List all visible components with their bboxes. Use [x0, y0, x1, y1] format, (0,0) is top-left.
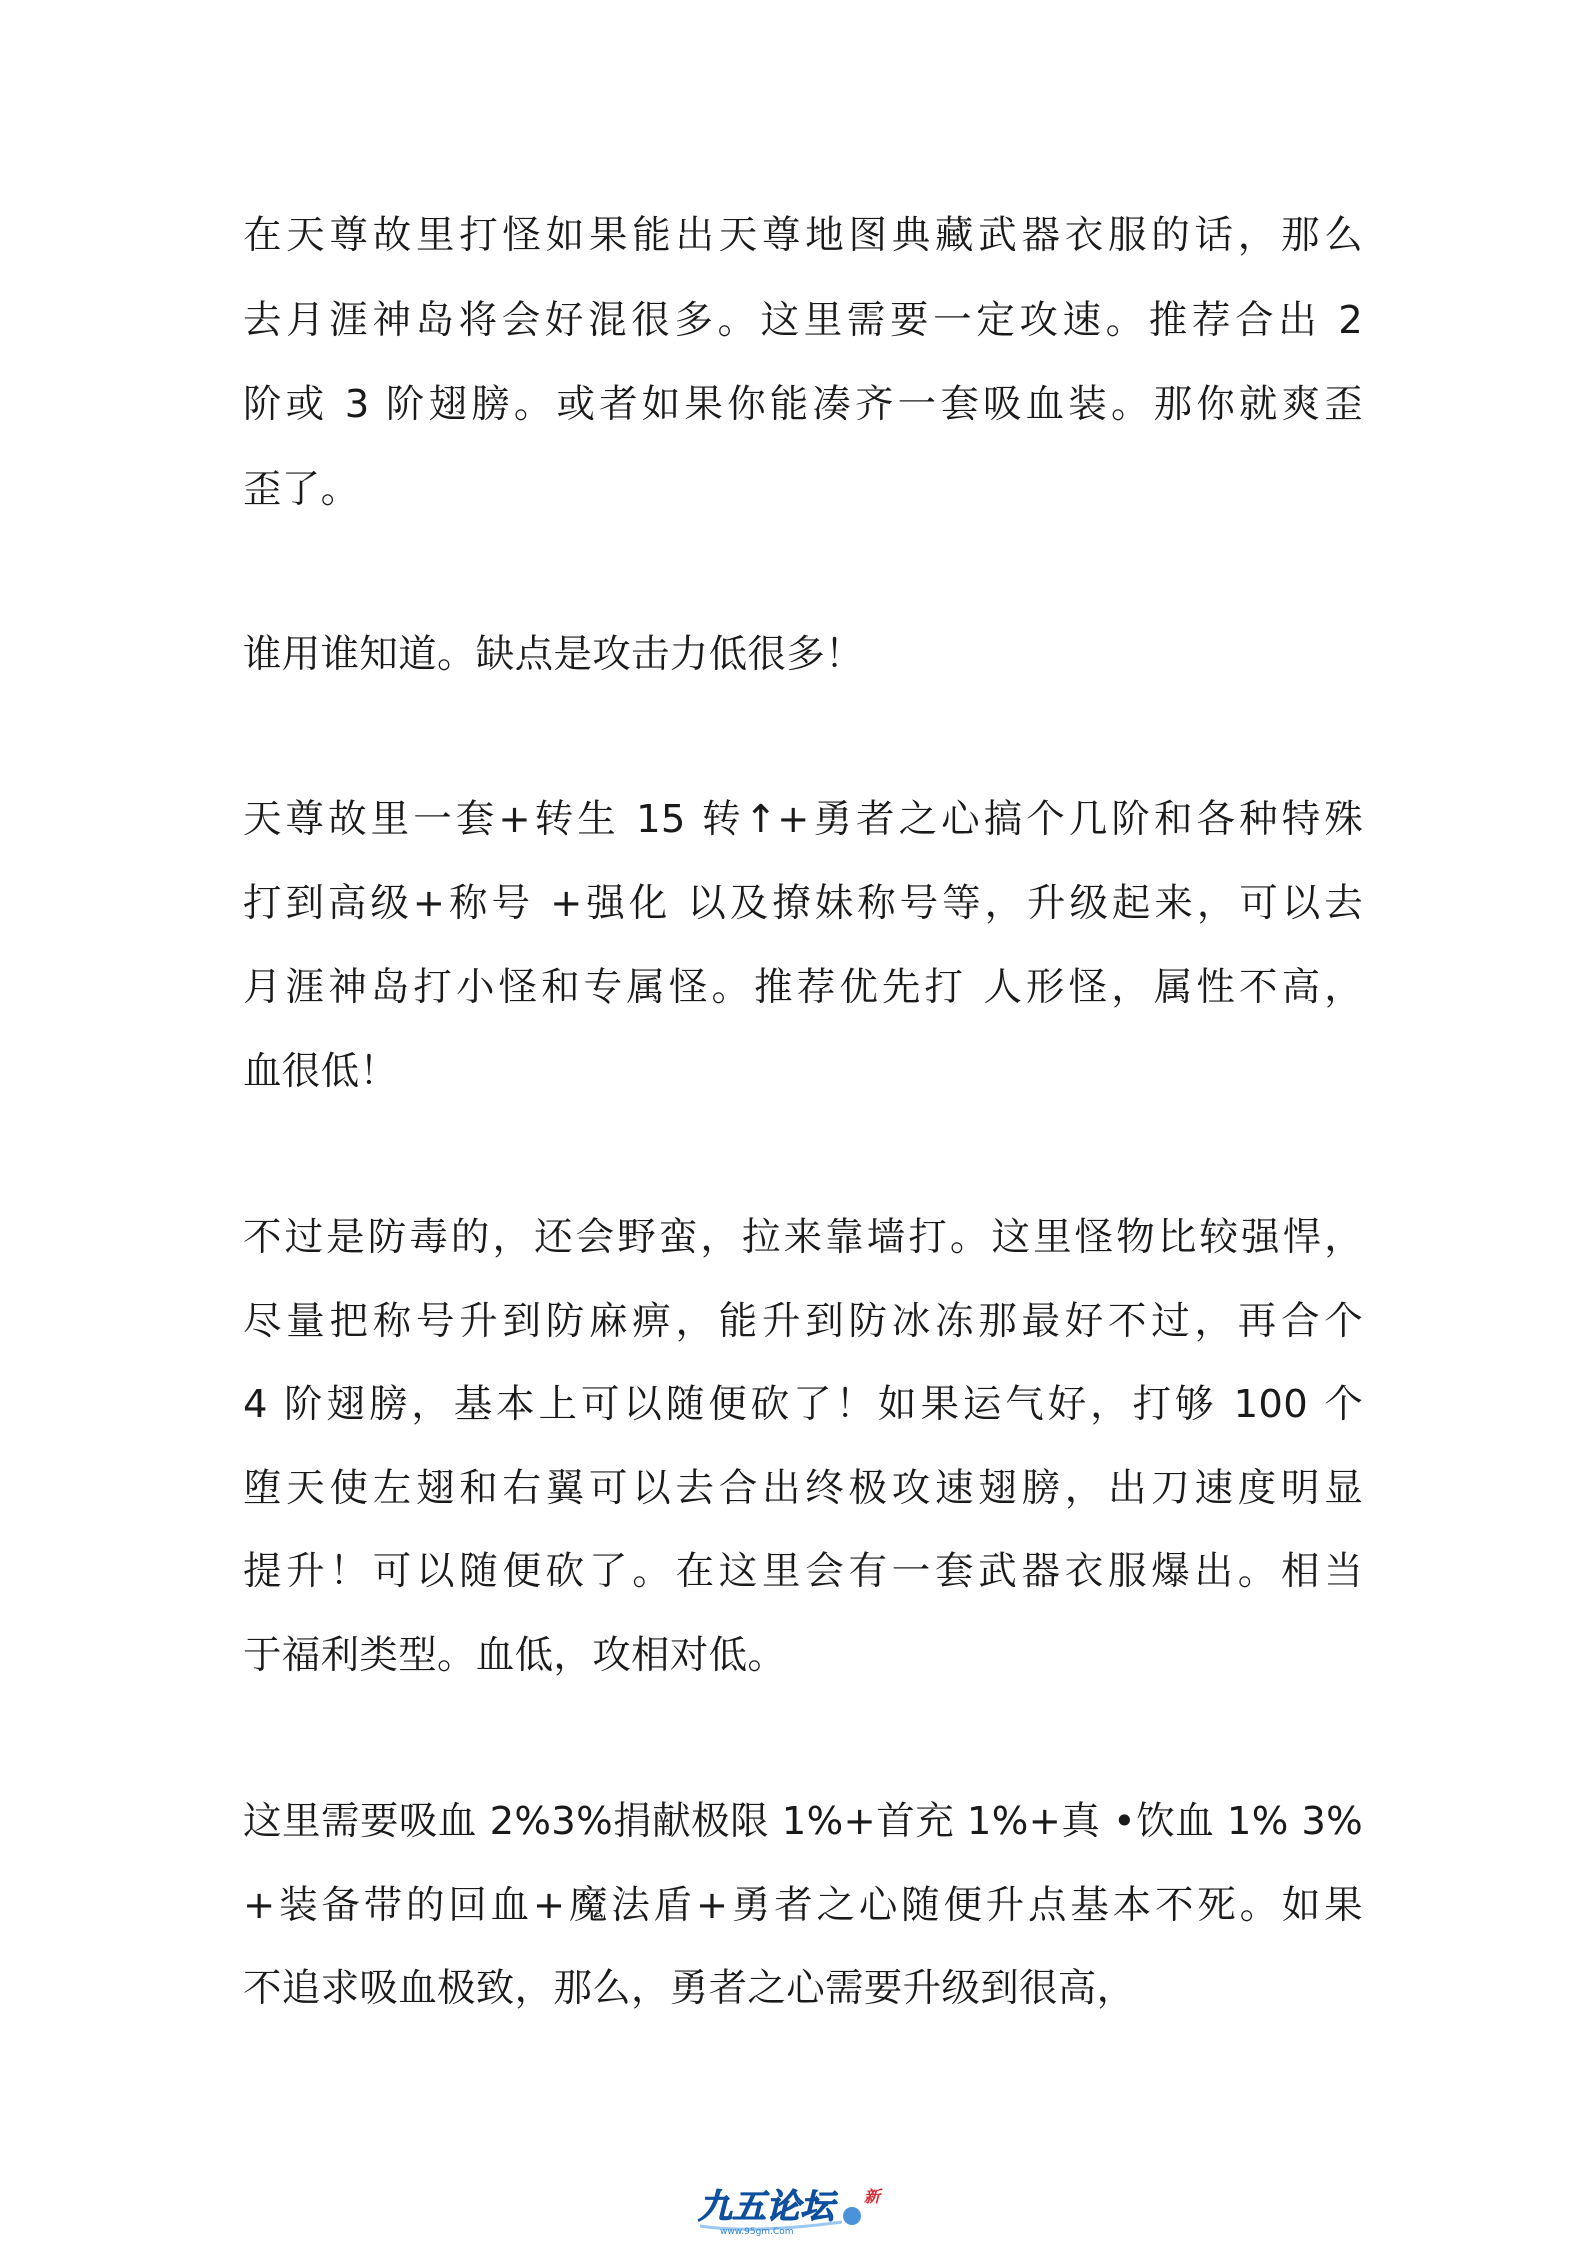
paragraph-4-line-3: 4 阶翅膀，基本上可以随便砍了！如果运气好，打够 100 个 — [243, 1382, 1363, 1427]
paragraph-1-line-4: 歪了。 — [243, 467, 360, 512]
paragraph-1-line-1: 在天尊故里打怪如果能出天尊地图典藏武器衣服的话，那么 — [243, 213, 1363, 258]
logo-title: 九五论坛 — [698, 2187, 834, 2227]
paragraph-3-line-3: 月涯神岛打小怪和专属怪。推荐优先打 人形怪，属性不高， — [243, 965, 1363, 1010]
logo-bubble-icon — [843, 2207, 861, 2225]
paragraph-3-line-2: 打到高级+称号 +强化 以及撩妹称号等，升级起来，可以去 — [243, 881, 1363, 926]
paragraph-1-line-2: 去月涯神岛将会好混很多。这里需要一定攻速。推荐合出 2 — [243, 298, 1363, 343]
paragraph-4-line-6: 于福利类型。血低，攻相对低。 — [243, 1633, 787, 1678]
logo-url: www.95gm.Com — [720, 2227, 794, 2237]
paragraph-3-line-4: 血很低！ — [243, 1049, 399, 1094]
paragraph-5-line-2: +装备带的回血+魔法盾+勇者之心随便升点基本不死。如果 — [243, 1883, 1363, 1928]
paragraph-5-line-3: 不追求吸血极致，那么，勇者之心需要升级到很高， — [243, 1966, 1136, 2011]
paragraph-1-line-3: 阶或 3 阶翅膀。或者如果你能凑齐一套吸血装。那你就爽歪 — [243, 382, 1363, 427]
paragraph-4-line-4: 堕天使左翅和右翼可以去合出终极攻速翅膀，出刀速度明显 — [243, 1466, 1363, 1511]
paragraph-4-line-5: 提升！可以随便砍了。在这里会有一套武器衣服爆出。相当 — [243, 1549, 1363, 1594]
paragraph-4-line-1: 不过是防毒的，还会野蛮，拉来靠墙打。这里怪物比较强悍， — [243, 1215, 1363, 1260]
paragraph-3-line-1: 天尊故里一套+转生 15 转↑+勇者之心搞个几阶和各种特殊 — [243, 797, 1363, 842]
paragraph-2-line-1: 谁用谁知道。缺点是攻击力低很多！ — [243, 632, 864, 677]
paragraph-5-line-1: 这里需要吸血 2%3%捐献极限 1%+首充 1%+真 •饮血 1% 3% — [243, 1799, 1363, 1844]
paragraph-4-line-2: 尽量把称号升到防麻痹，能升到防冰冻那最好不过，再合个 — [243, 1299, 1363, 1344]
forum-logo-graphic — [692, 2182, 902, 2238]
forum-logo — [692, 2182, 902, 2238]
logo-badge: 新 — [864, 2187, 881, 2206]
